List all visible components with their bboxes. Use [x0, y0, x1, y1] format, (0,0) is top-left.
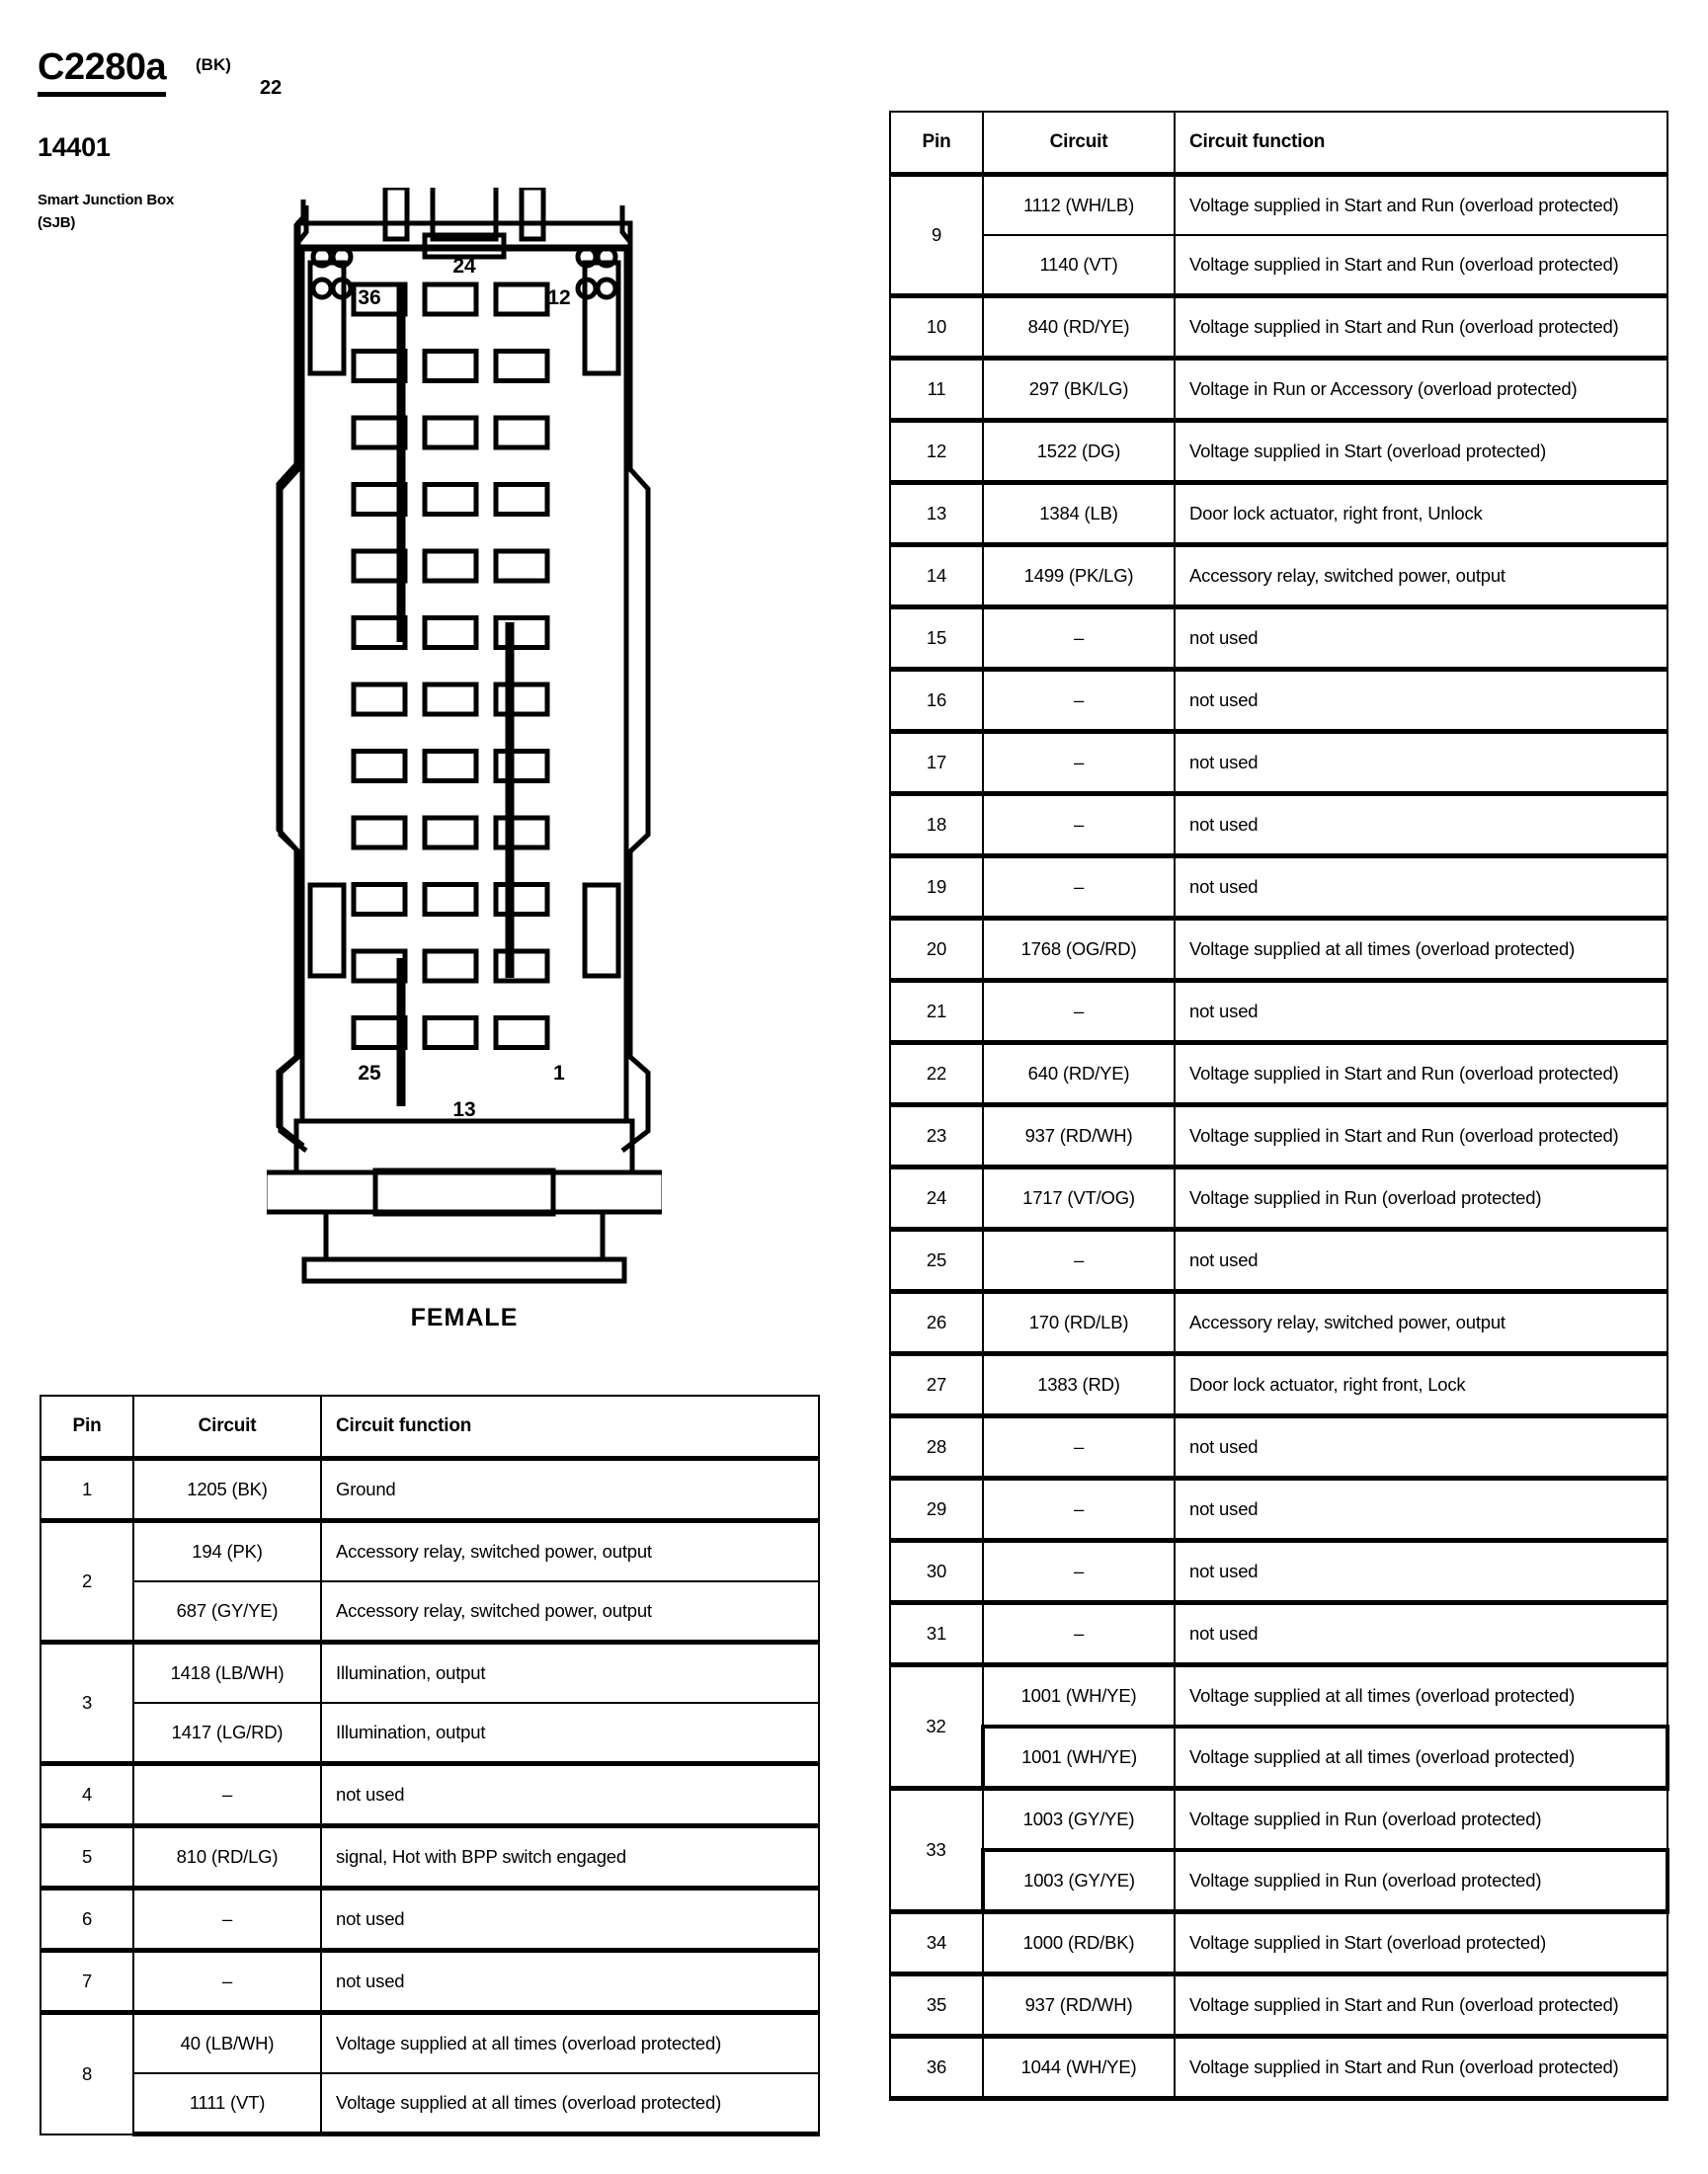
cell-circuit-function: Voltage supplied in Run (overload protected) — [1175, 1850, 1667, 1912]
table-header — [41, 1396, 819, 1459]
cell-circuit: 1383 (RD) — [983, 1354, 1175, 1416]
table-row — [890, 1168, 1667, 1230]
cell-circuit: 1003 (GY/YE) — [983, 1789, 1175, 1851]
cell-circuit-function: not used — [1175, 670, 1667, 732]
table-row — [41, 1951, 819, 2013]
pin-cavity — [496, 818, 547, 847]
cell-circuit-function: not used — [1175, 856, 1667, 919]
cell-circuit-function: Voltage supplied in Start and Run (overload protected) — [1175, 296, 1667, 359]
table-row — [890, 359, 1667, 421]
pin-cavity — [425, 752, 476, 781]
table-row — [890, 794, 1667, 856]
connector-gender-label: FEMALE — [410, 1304, 519, 1331]
pin-cavity — [496, 1018, 547, 1048]
cell-pin-number: 15 — [890, 607, 983, 670]
cell-pin-number: 29 — [890, 1479, 983, 1541]
pin-cavity — [425, 818, 476, 847]
cell-pin-number: 13 — [890, 483, 983, 545]
cell-circuit: – — [983, 981, 1175, 1043]
cell-circuit-function: not used — [1175, 1603, 1667, 1665]
cell-pin-number: 30 — [890, 1541, 983, 1603]
cell-pin-number: 19 — [890, 856, 983, 919]
pin-cavity — [425, 618, 476, 648]
cell-pin-number: 16 — [890, 670, 983, 732]
pin-cavity — [496, 352, 547, 381]
cell-circuit: – — [983, 1416, 1175, 1479]
table-row — [890, 545, 1667, 607]
cell-circuit: – — [983, 732, 1175, 794]
table-row — [41, 1889, 819, 1951]
part-number: 14401 — [38, 132, 111, 162]
pin-cavity — [425, 885, 476, 915]
pin-table-left — [40, 1395, 820, 2136]
table-row — [41, 1581, 819, 1643]
table-row — [41, 1459, 819, 1521]
component-name-line-1: Smart Junction Box — [38, 192, 175, 208]
cell-pin-number: 35 — [890, 1974, 983, 2037]
pin-cavity — [354, 818, 405, 847]
column-header-circuit: Circuit — [133, 1396, 321, 1459]
cell-pin-number: 32 — [890, 1665, 983, 1789]
table-row — [890, 175, 1667, 236]
table-row — [890, 1354, 1667, 1416]
table-row — [890, 1974, 1667, 2037]
cavity-number-bottom-left: 25 — [358, 1062, 381, 1085]
cavity-number-top-center: 24 — [452, 255, 476, 278]
cell-circuit: 1418 (LB/WH) — [133, 1643, 321, 1704]
cell-circuit: – — [983, 794, 1175, 856]
pin-cavity — [354, 684, 405, 714]
table-row — [890, 732, 1667, 794]
cell-circuit: 1522 (DG) — [983, 421, 1175, 483]
cell-pin-number: 11 — [890, 359, 983, 421]
cell-pin-number: 9 — [890, 175, 983, 296]
pin-cavity — [496, 885, 547, 915]
cell-circuit-function: not used — [1175, 1230, 1667, 1292]
table-header-row — [41, 1396, 819, 1459]
cell-pin-number: 23 — [890, 1105, 983, 1168]
cell-circuit-function: Illumination, output — [321, 1643, 819, 1704]
cell-circuit-function: Voltage supplied at all times (overload protected) — [321, 2073, 819, 2134]
table-row — [890, 919, 1667, 981]
connector-id: C2280a — [38, 47, 166, 97]
table-row — [890, 1727, 1667, 1789]
cell-circuit: 297 (BK/LG) — [983, 359, 1175, 421]
table-row — [890, 1479, 1667, 1541]
cell-circuit-function: Accessory relay, switched power, output — [321, 1521, 819, 1582]
cell-circuit: – — [983, 856, 1175, 919]
cell-circuit-function: signal, Hot with BPP switch engaged — [321, 1826, 819, 1889]
cell-circuit: 194 (PK) — [133, 1521, 321, 1582]
cell-circuit-function: Voltage supplied at all times (overload protected) — [321, 2013, 819, 2074]
cell-circuit-function: Door lock actuator, right front, Unlock — [1175, 483, 1667, 545]
cell-circuit: – — [983, 607, 1175, 670]
cell-circuit: – — [133, 1889, 321, 1951]
cell-pin-number: 21 — [890, 981, 983, 1043]
cell-circuit: – — [983, 1541, 1175, 1603]
cell-circuit: 840 (RD/YE) — [983, 296, 1175, 359]
cell-circuit-function: Voltage supplied at all times (overload protected) — [1175, 1727, 1667, 1789]
cell-circuit: 1001 (WH/YE) — [983, 1665, 1175, 1728]
pin-cavity — [425, 951, 476, 981]
table-row — [890, 1105, 1667, 1168]
table-row — [890, 1541, 1667, 1603]
cavity-number-top-left: 36 — [358, 286, 381, 309]
cell-pin-number: 36 — [890, 2037, 983, 2099]
cell-circuit-function: not used — [1175, 607, 1667, 670]
pin-cavity — [425, 551, 476, 581]
cell-circuit: 1717 (VT/OG) — [983, 1168, 1175, 1230]
cell-circuit: – — [133, 1951, 321, 2013]
cavity-number-bottom-center: 13 — [452, 1098, 476, 1121]
cell-pin-number: 25 — [890, 1230, 983, 1292]
cell-circuit: 1000 (RD/BK) — [983, 1912, 1175, 1974]
pin-cavity — [425, 418, 476, 447]
cell-circuit: 1112 (WH/LB) — [983, 175, 1175, 236]
cell-circuit-function: Voltage supplied in Run (overload protected) — [1175, 1168, 1667, 1230]
cell-pin-number: 10 — [890, 296, 983, 359]
column-header-pin: Pin — [890, 112, 983, 175]
cell-circuit-function: Voltage supplied in Start and Run (overload protected) — [1175, 175, 1667, 236]
pin-cavity — [425, 352, 476, 381]
table-row — [890, 670, 1667, 732]
table-row — [890, 235, 1667, 296]
cell-circuit-function: Voltage supplied in Start (overload protected) — [1175, 421, 1667, 483]
cell-circuit: 1384 (LB) — [983, 483, 1175, 545]
cell-pin-number: 14 — [890, 545, 983, 607]
cell-circuit: 1140 (VT) — [983, 235, 1175, 296]
table-row — [41, 2013, 819, 2074]
cell-circuit: – — [983, 670, 1175, 732]
table-row — [890, 856, 1667, 919]
column-header-function: Circuit function — [321, 1396, 819, 1459]
cell-pin-number: 17 — [890, 732, 983, 794]
pin-table-right — [889, 111, 1669, 2101]
cell-circuit: 1044 (WH/YE) — [983, 2037, 1175, 2099]
cavity-number-top-right: 12 — [547, 286, 571, 309]
pin-cavity — [425, 1018, 476, 1048]
cell-pin-number: 27 — [890, 1354, 983, 1416]
component-name-line-2: (SJB) — [38, 214, 76, 231]
pin-cavity-grid — [354, 284, 547, 1048]
table-row — [890, 421, 1667, 483]
table-row — [41, 1643, 819, 1704]
cell-circuit: – — [983, 1230, 1175, 1292]
cell-circuit: 1111 (VT) — [133, 2073, 321, 2134]
cell-circuit: – — [133, 1764, 321, 1826]
connector-color-code: (BK) — [196, 55, 231, 74]
cell-circuit-function: Voltage supplied at all times (overload protected) — [1175, 1665, 1667, 1728]
cell-circuit-function: not used — [1175, 1479, 1667, 1541]
cell-circuit: 640 (RD/YE) — [983, 1043, 1175, 1105]
cell-circuit-function: not used — [1175, 794, 1667, 856]
pin-cavity — [496, 284, 547, 314]
cell-pin-number: 22 — [890, 1043, 983, 1105]
pin-cavity — [496, 551, 547, 581]
cell-circuit-function: Accessory relay, switched power, output — [1175, 1292, 1667, 1354]
table-row — [890, 1416, 1667, 1479]
table-row — [890, 1850, 1667, 1912]
cell-circuit-function: not used — [321, 1889, 819, 1951]
cell-pin-number: 5 — [41, 1826, 133, 1889]
cell-pin-number: 1 — [41, 1459, 133, 1521]
connector-drawing-svg — [267, 188, 662, 1304]
pin-cavity — [425, 485, 476, 515]
cell-circuit-function: Illumination, output — [321, 1703, 819, 1764]
table-body-right — [890, 175, 1667, 2099]
connector-cavity-count: 22 — [260, 77, 283, 99]
pin-cavity — [354, 752, 405, 781]
cell-circuit: 937 (RD/WH) — [983, 1105, 1175, 1168]
table-row — [41, 1521, 819, 1582]
cell-circuit: 1205 (BK) — [133, 1459, 321, 1521]
pin-cavity — [496, 684, 547, 714]
cell-circuit-function: Door lock actuator, right front, Lock — [1175, 1354, 1667, 1416]
cell-circuit: 1417 (LG/RD) — [133, 1703, 321, 1764]
cell-pin-number: 18 — [890, 794, 983, 856]
connector-id-row — [38, 47, 354, 105]
cell-circuit: 40 (LB/WH) — [133, 2013, 321, 2074]
column-header-function: Circuit function — [1175, 112, 1667, 175]
cell-circuit-function: Voltage supplied at all times (overload protected) — [1175, 919, 1667, 981]
cell-circuit: 1003 (GY/YE) — [983, 1850, 1175, 1912]
cell-circuit-function: not used — [321, 1764, 819, 1826]
pin-cavity — [496, 485, 547, 515]
cell-circuit: 1001 (WH/YE) — [983, 1727, 1175, 1789]
table-row — [41, 1826, 819, 1889]
table-row — [890, 1912, 1667, 1974]
table-row — [890, 1230, 1667, 1292]
cell-pin-number: 31 — [890, 1603, 983, 1665]
cell-circuit-function: Voltage supplied in Start and Run (overload protected) — [1175, 235, 1667, 296]
table-row — [41, 1703, 819, 1764]
pin-cavity — [496, 752, 547, 781]
cell-circuit: 1499 (PK/LG) — [983, 545, 1175, 607]
pin-cavity — [496, 951, 547, 981]
table-row — [41, 2073, 819, 2134]
cell-circuit-function: not used — [321, 1951, 819, 2013]
cell-pin-number: 28 — [890, 1416, 983, 1479]
cell-circuit-function: Voltage supplied in Start and Run (overload protected) — [1175, 1043, 1667, 1105]
pin-cavity — [425, 684, 476, 714]
cell-pin-number: 6 — [41, 1889, 133, 1951]
cell-circuit-function: Accessory relay, switched power, output — [1175, 545, 1667, 607]
table-row — [890, 1789, 1667, 1851]
cavity-number-bottom-right: 1 — [553, 1062, 565, 1085]
cell-circuit: – — [983, 1479, 1175, 1541]
cell-pin-number: 12 — [890, 421, 983, 483]
table-row — [890, 1665, 1667, 1728]
cell-circuit-function: Accessory relay, switched power, output — [321, 1581, 819, 1643]
table-row — [890, 1292, 1667, 1354]
table-row — [890, 981, 1667, 1043]
pin-cavity — [425, 284, 476, 314]
cell-circuit: 687 (GY/YE) — [133, 1581, 321, 1643]
cell-pin-number: 2 — [41, 1521, 133, 1643]
cell-circuit-function: Voltage supplied in Start and Run (overload protected) — [1175, 2037, 1667, 2099]
cell-circuit-function: Ground — [321, 1459, 819, 1521]
table-body-left — [41, 1459, 819, 2134]
cell-circuit-function: not used — [1175, 732, 1667, 794]
cell-pin-number: 7 — [41, 1951, 133, 2013]
cell-pin-number: 4 — [41, 1764, 133, 1826]
cell-circuit: – — [983, 1603, 1175, 1665]
cell-circuit: 170 (RD/LB) — [983, 1292, 1175, 1354]
cell-pin-number: 3 — [41, 1643, 133, 1764]
cell-circuit-function: not used — [1175, 981, 1667, 1043]
column-header-circuit: Circuit — [983, 112, 1175, 175]
column-header-pin: Pin — [41, 1396, 133, 1459]
table-row — [890, 483, 1667, 545]
table-row — [41, 1764, 819, 1826]
cell-circuit-function: Voltage in Run or Accessory (overload protected) — [1175, 359, 1667, 421]
cell-circuit-function: Voltage supplied in Start (overload protected) — [1175, 1912, 1667, 1974]
connector-diagram — [267, 188, 662, 1353]
pin-cavity — [496, 618, 547, 648]
cell-pin-number: 24 — [890, 1168, 983, 1230]
cell-pin-number: 26 — [890, 1292, 983, 1354]
cell-circuit-function: Voltage supplied in Run (overload protected) — [1175, 1789, 1667, 1851]
cell-pin-number: 33 — [890, 1789, 983, 1912]
cell-pin-number: 20 — [890, 919, 983, 981]
cell-circuit: 937 (RD/WH) — [983, 1974, 1175, 2037]
table-header — [890, 112, 1667, 175]
cell-circuit-function: not used — [1175, 1541, 1667, 1603]
cell-pin-number: 8 — [41, 2013, 133, 2134]
table-row — [890, 2037, 1667, 2099]
cell-circuit: 810 (RD/LG) — [133, 1826, 321, 1889]
table-row — [890, 296, 1667, 359]
table-header-row — [890, 112, 1667, 175]
table-row — [890, 1603, 1667, 1665]
cell-circuit-function: Voltage supplied in Start and Run (overload protected) — [1175, 1974, 1667, 2037]
table-row — [890, 1043, 1667, 1105]
cell-circuit-function: not used — [1175, 1416, 1667, 1479]
pin-cavity — [496, 418, 547, 447]
cell-circuit-function: Voltage supplied in Start and Run (overload protected) — [1175, 1105, 1667, 1168]
table-row — [890, 607, 1667, 670]
cell-circuit: 1768 (OG/RD) — [983, 919, 1175, 981]
cell-pin-number: 34 — [890, 1912, 983, 1974]
pin-cavity — [354, 885, 405, 915]
